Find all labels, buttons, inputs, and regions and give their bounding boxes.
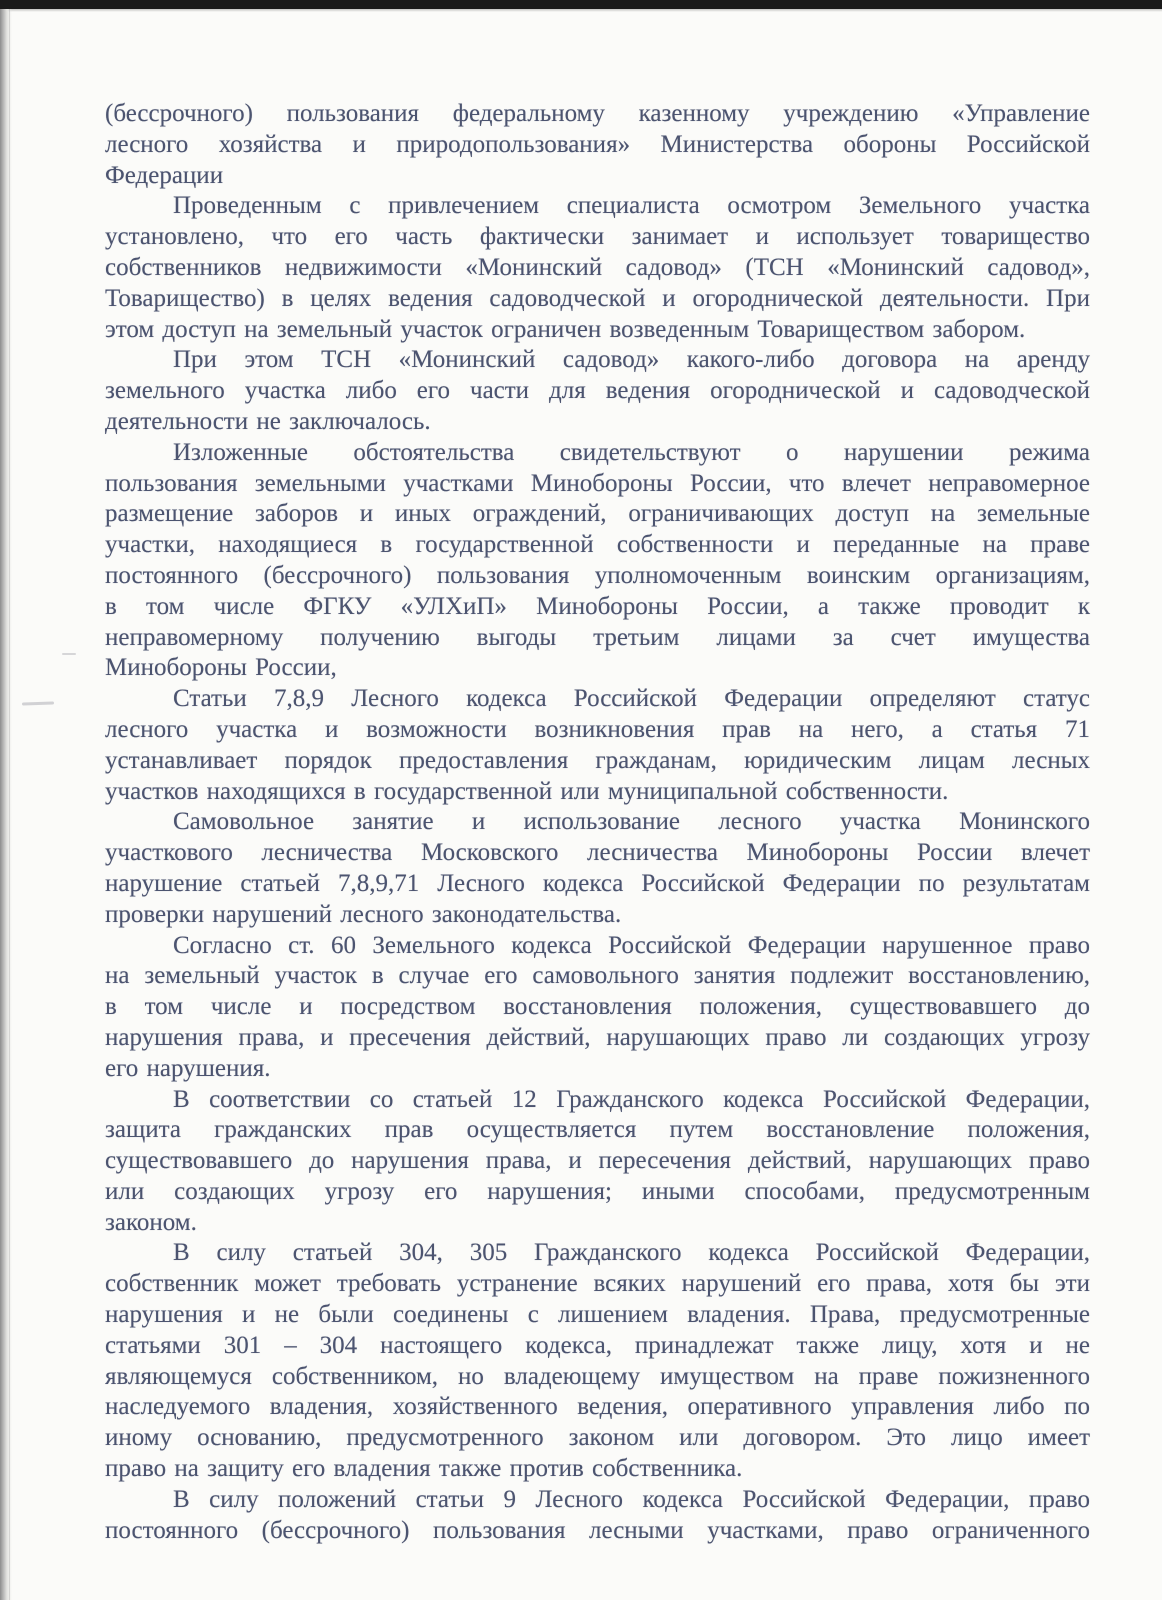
paragraph <box>105 345 1090 437</box>
document-body <box>105 99 1090 1546</box>
text-line: собственник может требовать устранение всяких нарушений его права, хотя бы эти <box>105 1270 1090 1298</box>
text-line: неправомерному получению выгоды третьим лицами за счет имущества <box>105 623 1090 651</box>
paragraph <box>105 931 1090 1085</box>
paragraph <box>105 684 1090 807</box>
text-line: нарушения и не были соединены с лишением владения. Права, предусмотренные <box>105 1301 1090 1329</box>
paragraph <box>105 807 1090 930</box>
text-line: (бессрочного) пользования федеральному казенному учреждению «Управление <box>105 100 1090 127</box>
text-line: на земельный участок в случае его самовольного занятия подлежит восстановлению, <box>105 962 1090 990</box>
text-line: иному основанию, предусмотренного законом или договором. Это лицо имеет <box>105 1424 1090 1452</box>
text-line: В силу статьей 304, 305 Гражданского кодекса Российской Федерации, <box>173 1239 1090 1267</box>
text-line: пользования земельными участками Минобороны России, что влечет неправомерное <box>105 469 1090 497</box>
text-line: участки, находящиеся в государственной собственности и переданные на праве <box>105 531 1090 559</box>
text-line: или создающих угрозу его нарушения; иными способами, предусмотренным <box>105 1177 1090 1205</box>
text-line: лесного участка и возможности возникновения прав на него, а статья 71 <box>105 715 1090 743</box>
text-line: наследуемого владения, хозяйственного ведения, оперативного управления либо по <box>105 1393 1090 1421</box>
text-line: В соответствии со статьей 12 Гражданского кодекса Российской Федерации, <box>173 1085 1090 1113</box>
text-line: в том числе и посредством восстановления положения, существовавшего до <box>105 993 1090 1021</box>
text-line: Изложенные обстоятельства свидетельствуют о нарушении режима <box>173 438 1090 466</box>
text-line: деятельности не заключалось. <box>105 407 431 435</box>
paragraph <box>105 191 1090 345</box>
text-line: установлено, что его часть фактически занимает и использует товарищество <box>105 223 1090 251</box>
text-line: Минобороны России, <box>105 654 337 682</box>
text-line: этом доступ на земельный участок ограничен возведенным Товариществом забором. <box>105 315 1026 343</box>
text-line: Федерации <box>105 161 224 189</box>
text-line: Самовольное занятие и использование лесного участка Монинского <box>173 808 1090 836</box>
text-line: При этом ТСН «Монинский садовод» какого-либо договора на аренду <box>173 346 1090 374</box>
text-line: Согласно ст. 60 Земельного кодекса Российской Федерации нарушенное право <box>173 931 1090 959</box>
text-line: защита гражданских прав осуществляется путем восстановление положения, <box>105 1116 1090 1144</box>
text-line: проверки нарушений лесного законодательства. <box>105 900 622 928</box>
text-line: лесного хозяйства и природопользования» Министерства обороны Российской <box>105 130 1090 158</box>
paragraph <box>105 99 1090 191</box>
text-line: В силу положений статьи 9 Лесного кодекса Российской Федерации, право <box>173 1485 1090 1513</box>
text-line: его нарушения. <box>105 1054 271 1082</box>
text-line: постоянного (бессрочного) пользования лесными участками, право ограниченного <box>105 1516 1090 1544</box>
paragraph <box>105 1485 1090 1547</box>
text-line: Статьи 7,8,9 Лесного кодекса Российской Федерации определяют статус <box>173 685 1090 713</box>
text-line: право на защиту его владения также против собственника. <box>105 1455 743 1483</box>
text-line: существовавшего до нарушения права, и пересечения действий, нарушающих право <box>105 1147 1090 1175</box>
text-line: статьями 301 – 304 настоящего кодекса, принадлежат также лицу, хотя и не <box>105 1331 1090 1359</box>
text-line: размещение заборов и иных ограждений, ограничивающих доступ на земельные <box>105 500 1090 528</box>
scan-artifact-smudge <box>62 653 76 655</box>
text-line: Товарищество) в целях ведения садоводческой и огороднической деятельности. При <box>105 284 1090 312</box>
paragraph <box>105 1238 1090 1484</box>
paragraph <box>105 1085 1090 1239</box>
text-line: участкового лесничества Московского лесничества Минобороны России влечет <box>105 839 1090 867</box>
scan-artifact-top-edge <box>0 0 1162 9</box>
text-line: участков находящихся в государственной или муниципальной собственности. <box>105 777 949 805</box>
scan-artifact-smudge <box>22 701 54 705</box>
text-line: постоянного (бессрочного) пользования уполномоченным воинским организациям, <box>105 561 1090 589</box>
paragraph <box>105 438 1090 684</box>
text-line: собственников недвижимости «Монинский садовод» (ТСН «Монинский садовод», <box>105 253 1090 281</box>
scan-artifact-left-edge <box>0 9 12 1600</box>
text-line: являющемуся собственником, но владеющему имуществом на праве пожизненного <box>105 1362 1090 1390</box>
text-line: законом. <box>105 1208 197 1236</box>
text-line: устанавливает порядок предоставления гражданам, юридическим лицам лесных <box>105 746 1090 774</box>
text-line: нарушение статьей 7,8,9,71 Лесного кодекса Российской Федерации по результатам <box>105 869 1090 897</box>
text-line: нарушения права, и пресечения действий, нарушающих право ли создающих угрозу <box>105 1023 1090 1051</box>
text-line: земельного участка либо его части для ведения огороднической и садоводческой <box>105 377 1090 405</box>
text-line: Проведенным с привлечением специалиста осмотром Земельного участка <box>173 192 1090 220</box>
text-line: в том числе ФГКУ «УЛХиП» Минобороны России, а также проводит к <box>105 592 1090 620</box>
